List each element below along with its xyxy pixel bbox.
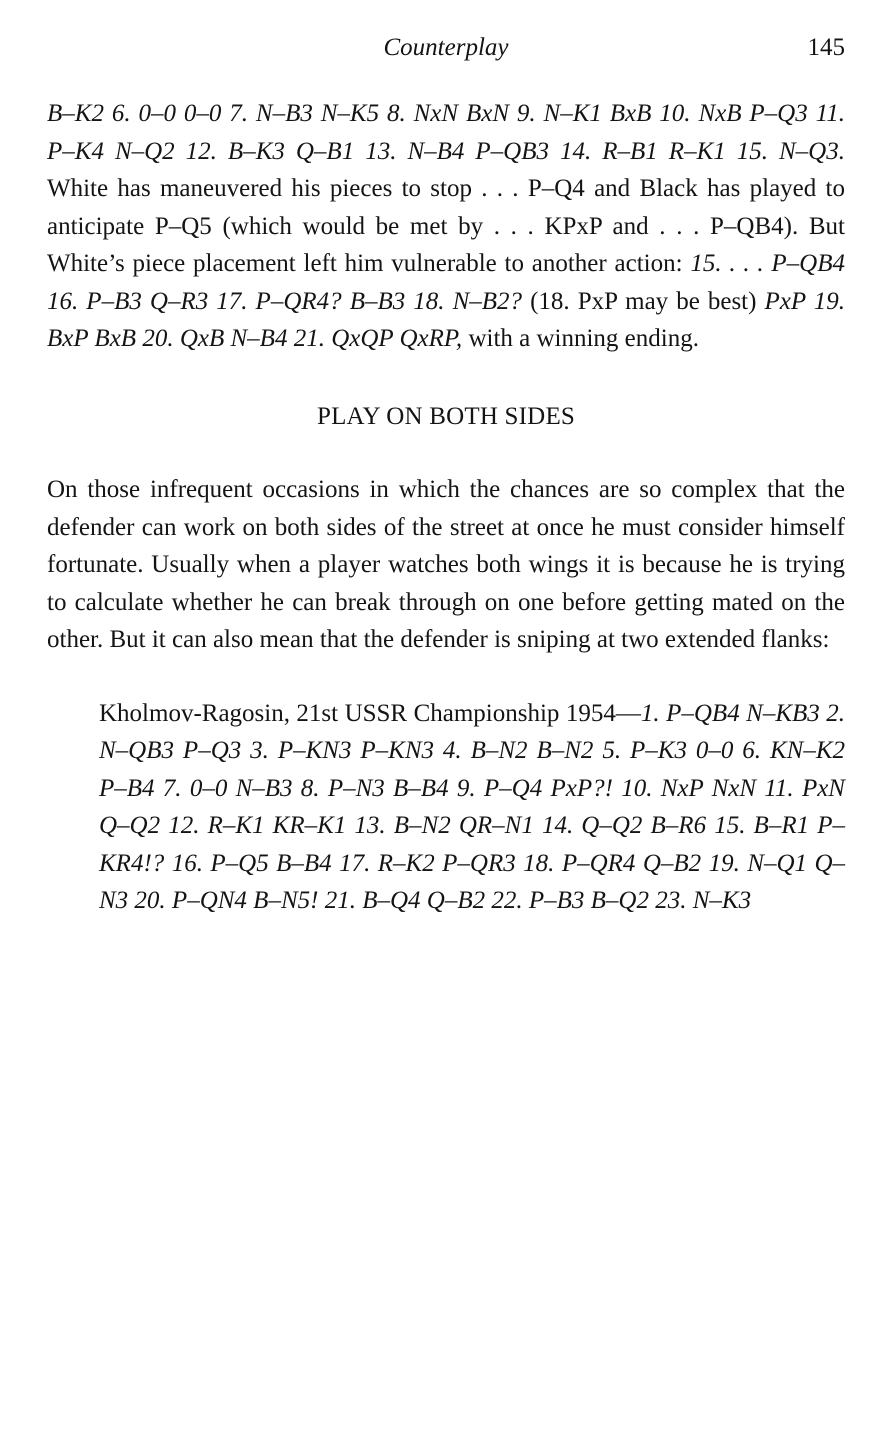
game-score-paragraph <box>47 695 845 920</box>
move-sequence: 15. . . . P–QB4 16. P–B3 Q–R3 17. P–QR4? B–B3 18. N–B2? <box>47 250 845 315</box>
continuation-paragraph <box>47 95 845 358</box>
running-head <box>47 34 845 68</box>
commentary-text: (18. PxP may be best) <box>522 287 765 315</box>
move-sequence: 1. P–QB4 N–KB3 2. N–QB3 P–Q3 3. P–KN3 P–KN3 4. B–N2 B–N2 5. P–K3 0–0 6. KN–K2 P–B4 7. 0–0 N–B3 8. P–N3 B–B4 9. P–Q4 PxP?! 10. NxP NxN 11. PxN Q–Q2 12. R–K1 KR–K1 13. B–N2 QR–N1 14. Q–Q2 B–R6 15. B–R1 P–KR4!? 16. P–Q5 B–B4 17. R–K2 P–QR3 18. P–QR4 Q–B2 19. N–Q1 Q–N3 20. P–QN4 B–N5! 21. B–Q4 Q–B2 22. P–B3 B–Q2 23. N–K3 <box>99 699 846 914</box>
commentary-text: with a winning ending. <box>462 325 699 352</box>
page-number: 145 <box>807 34 845 61</box>
game-source: Kholmov-Ragosin, 21st USSR Championship 1954— <box>99 699 641 727</box>
body-text <box>47 95 845 920</box>
section-paragraph: On those infrequent occasions in which the chances are so complex that the defender can work on both sides of the street at once he must consider himself fortunate. Usually when a player watches both wings it is because he is trying to calculate whether he can break through on one before getting mated on the other. But it can also mean that the defender is sniping at two extended flanks: <box>47 476 845 653</box>
paragraph-spacer <box>47 659 845 695</box>
section-heading: PLAY ON BOTH SIDES <box>316 402 576 430</box>
commentary-text: White has maneuvered his pieces to stop . . . P–Q4 and Black has played to anticipate P–Q5 (which would be met by . . . KPxP and . . . P–QB4). But White’s piece placement left him vulnerable to another action: <box>47 175 845 277</box>
move-sequence: B–K2 6. 0–0 0–0 7. N–B3 N–K5 8. NxN BxN 9. N–K1 BxB 10. NxB P–Q3 11. P–K4 N–Q2 12. B–K3 Q–B1 13. N–B4 P–QB3 14. R–B1 R–K1 15. N–Q3. <box>47 100 845 165</box>
running-title: Counterplay <box>383 34 509 61</box>
book-page <box>47 0 845 1440</box>
move-sequence: PxP 19. BxP BxB 20. QxB N–B4 21. QxQP QxRP, <box>47 287 845 352</box>
